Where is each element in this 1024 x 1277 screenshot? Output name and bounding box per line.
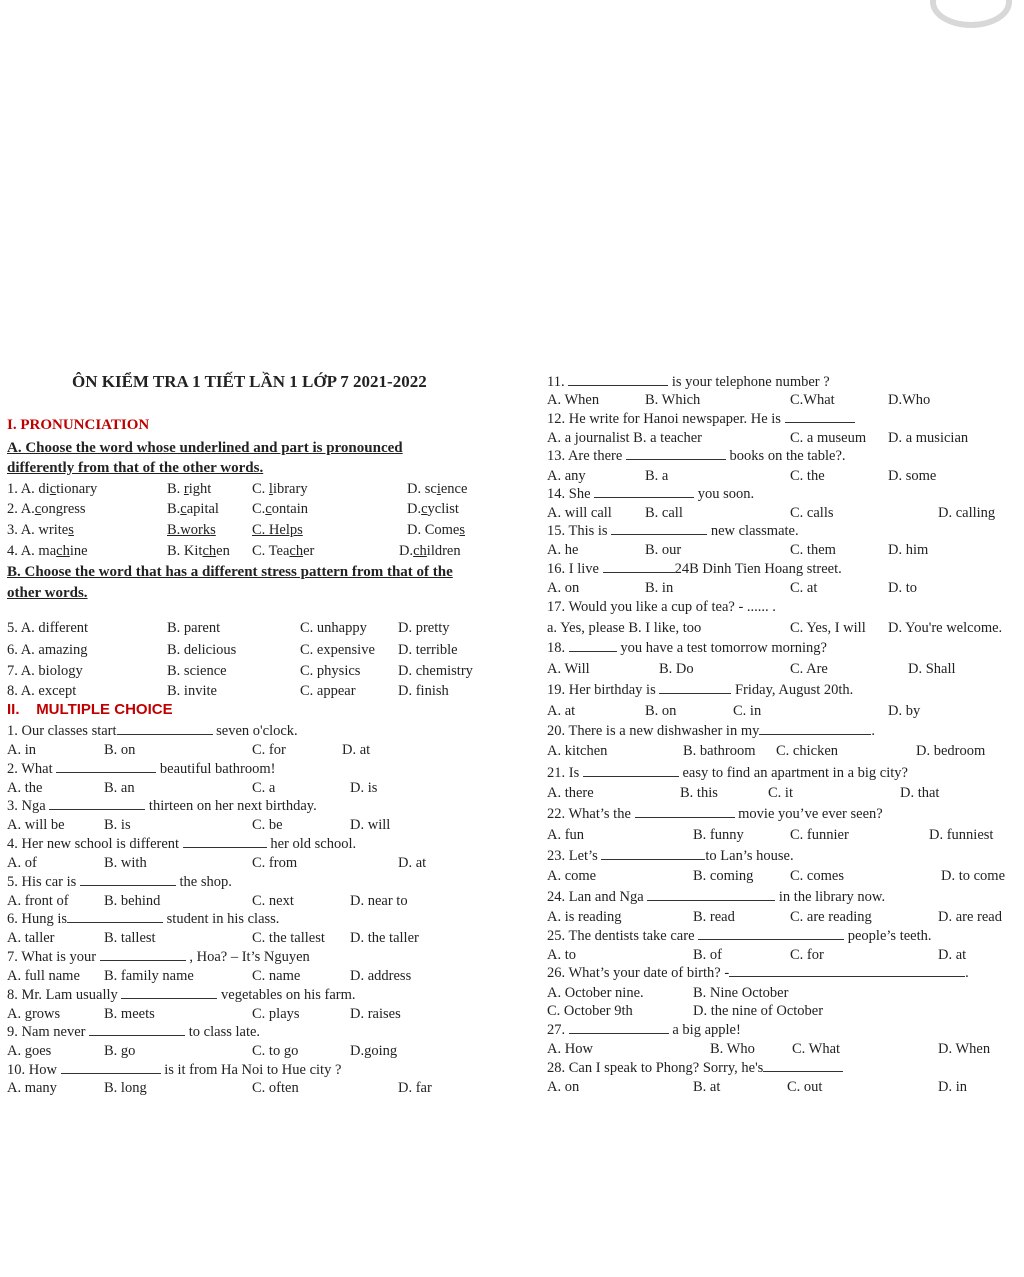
mc-q1-d: D. at [342,742,371,758]
mc-q19-b: B. on [645,703,677,719]
stress-q7-c: C. physics [300,663,361,679]
mc-q14-b: B. call [645,505,683,521]
mc-q21-d: D. that [900,785,940,801]
mc-q28-a: A. on [547,1079,580,1095]
pron-q2-d: D.cyclist [407,501,459,517]
mc-q3-a: A. will be [7,817,65,833]
stress-q5-c: C. unhappy [300,620,367,636]
mc-q15-a: A. he [547,542,579,558]
mc-q19-d: D. by [888,703,921,719]
mc-q10-a: A. many [7,1080,57,1096]
part-a-instruction: A. Choose the word whose underlined and part is pronounced [7,440,403,456]
mc-q26-c: C. October 9th [547,1003,633,1019]
mc-q2-c: C. a [252,780,276,796]
mc-q12: 12. He write for Hanoi newspaper. He is [547,410,855,428]
mc-q3-c: C. be [252,817,283,833]
stress-q6-d: D. terrible [398,642,458,658]
mc-q11-c: C.What [790,392,835,408]
mc-q20-c: C. chicken [776,743,839,759]
mc-q12-d: D. a musician [888,430,969,446]
mc-q4: 4. Her new school is different her old school. [7,836,357,852]
mc-q23-d: D. to come [941,868,1006,884]
mc-q10-c: C. often [252,1080,299,1096]
mc-q7-b: B. family name [104,968,194,984]
mc-q2: 2. What beautiful bathroom! [7,761,276,777]
mc-q3: 3. Nga thirteen on her next birthday. [7,798,317,814]
mc-q22-c: C. funnier [790,827,849,843]
stress-q5-b: B. parent [167,620,221,636]
mc-q23-c: C. comes [790,868,844,884]
mc-q11: 11. is your telephone number ? [547,374,830,390]
mc-q23: 23. Let’s to Lan’s house. [547,848,794,864]
mc-q27-a: A. How [547,1041,593,1057]
mc-q13-a: A. any [547,468,586,484]
mc-q4-b: B. with [104,855,147,871]
mc-q19: 19. Her birthday is Friday, August 20th. [547,682,854,698]
mc-q16-d: D. to [888,580,917,596]
mc-q7: 7. What is your , Hoa? – It’s Nguyen [7,949,310,965]
mc-q25-d: D. at [938,947,967,963]
mc-q20: 20. There is a new dishwasher in my . [547,723,875,739]
mc-q13-b: B. a [645,468,669,484]
pron-q3-c: C. Helps [252,522,303,538]
mc-q16-c: C. at [790,580,818,596]
mc-q28-b: B. at [693,1079,721,1095]
mc-q24-b: B. read [693,909,735,925]
mc-q11-d: D.Who [888,392,931,408]
section-pronunciation-heading: I. PRONUNCIATION [7,417,150,433]
mc-q13-c: C. the [790,468,825,484]
pron-q1-c: C. library [252,481,308,497]
mc-q27-d: D. When [938,1041,991,1057]
mc-q27-c: C. What [792,1041,841,1057]
stress-q7-a: 7. A. biology [7,663,83,679]
mc-q15-b: B. our [645,542,682,558]
mc-q20-b: B. bathroom [683,743,756,759]
mc-q5-b: B. behind [104,893,161,909]
mc-q6-d: D. the taller [350,930,419,946]
mc-q25: 25. The dentists take care people’s teeth. [547,928,932,944]
mc-q20-d: D. bedroom [916,743,986,759]
mc-q23-a: A. come [547,868,597,884]
mc-q1-c: C. for [252,742,286,758]
mc-q18-d: D. Shall [908,661,956,677]
mc-q25-c: C. for [790,947,824,963]
mc-q14-c: C. calls [790,505,834,521]
mc-q12-a: A. a journalist B. a teacher [547,430,703,446]
mc-q24-d: D. are read [938,909,1002,925]
mc-q21-a: A. there [547,785,594,801]
mc-q10-d: D. far [398,1080,432,1096]
mc-q22-d: D. funniest [929,827,994,843]
mc-q22-a: A. fun [547,827,585,843]
mc-q6: 6. Hung is student in his class. [7,911,280,927]
mc-q27: 27. a big apple! [547,1022,741,1038]
pron-q3-b: B.works [167,522,216,538]
mc-q25-b: B. of [693,947,722,963]
mc-q9-c: C. to go [252,1043,299,1059]
mc-q16: 16. I live 24B Dinh Tien Hoang street. [547,561,842,577]
mc-q28-c: C. out [787,1079,823,1095]
pron-q1-b: B. right [167,481,212,497]
mc-q12-c: C. a museum [790,430,867,446]
mc-q21: 21. Is easy to find an apartment in a big city? [547,765,908,781]
mc-q7-a: A. full name [7,968,80,984]
mc-q1-a: A. in [7,742,36,758]
pron-q2-c: C.contain [252,501,308,517]
mc-q4-d: D. at [398,855,427,871]
mc-q6-a: A. taller [7,930,55,946]
stress-q5-d: D. pretty [398,620,450,636]
mc-q8-a: A. grows [7,1006,61,1022]
mc-q14-a: A. will call [547,505,612,521]
mc-q28: 28. Can I speak to Phong? Sorry, he's [547,1059,843,1077]
mc-q9-a: A. goes [7,1043,52,1059]
mc-q13: 13. Are there books on the table?. [547,448,846,464]
pron-q4-b: B. Kitchen [167,543,230,559]
mc-q10: 10. How is it from Ha Noi to Hue city ? [7,1062,342,1078]
mc-q17-c: C. Yes, I will [790,620,866,636]
pron-q2-a: 2. A.congress [7,501,86,517]
mc-q1-b: B. on [104,742,136,758]
mc-q3-b: B. is [104,817,131,833]
page-title: ÔN KIỂM TRA 1 TIẾT LẦN 1 LỚP 7 2021-2022 [72,372,427,391]
mc-q11-b: B. Which [645,392,701,408]
mc-q7-d: D. address [350,968,412,984]
mc-q28-d: D. in [938,1079,967,1095]
pron-q4-c: C. Teacher [252,543,315,559]
mc-q23-b: B. coming [693,868,754,884]
mc-q21-b: B. this [680,785,718,801]
mc-q2-b: B. an [104,780,135,796]
mc-q20-a: A. kitchen [547,743,608,759]
mc-q26-d: D. the nine of October [693,1003,824,1019]
stress-q6-b: B. delicious [167,642,237,658]
mc-q26-b: B. Nine October [693,985,789,1001]
mc-q9-d: D.going [350,1043,398,1059]
mc-q8-b: B. meets [104,1006,155,1022]
mc-q19-a: A. at [547,703,576,719]
mc-q17-d: D. You're welcome. [888,620,1003,636]
pron-q1-d: D. science [407,481,468,497]
mc-q14: 14. She you soon. [547,486,755,502]
mc-q8: 8. Mr. Lam usually vegetables on his farm. [7,987,356,1003]
mc-q22: 22. What’s the movie you’ve ever seen? [547,806,883,822]
mc-q6-b: B. tallest [104,930,156,946]
mc-q21-c: C. it [768,785,793,801]
mc-q25-a: A. to [547,947,576,963]
mc-q24-a: A. is reading [547,909,622,925]
mc-q17-a: a. Yes, please B. I like, too [547,620,702,636]
section-multiple-choice-heading: II. MULTIPLE CHOICE [7,701,173,718]
mc-q2-a: A. the [7,780,43,796]
mc-q26: 26. What’s your date of birth? - . [547,965,969,981]
mc-q16-a: A. on [547,580,580,596]
mc-q27-b: B. Who [710,1041,755,1057]
mc-q26-a: A. October nine. [547,985,644,1001]
mc-q8-c: C. plays [252,1006,300,1022]
pron-q2-b: B.capital [167,501,219,517]
mc-q3-d: D. will [350,817,391,833]
mc-q15: 15. This is new classmate. [547,523,799,539]
pron-q4-d: D.children [399,543,461,559]
mc-q8-d: D. raises [350,1006,401,1022]
mc-q18-a: A. Will [547,661,590,677]
pron-q3-d: D. Comes [407,522,466,538]
pron-q1-a: 1. A. dictionary [7,481,98,497]
mc-q22-b: B. funny [693,827,744,843]
part-b-instruction: B. Choose the word that has a different stress pattern from that of the [7,564,453,580]
mc-q24-c: C. are reading [790,909,872,925]
stress-q7-b: B. science [167,663,227,679]
mc-q15-c: C. them [790,542,836,558]
mc-q5-d: D. near to [350,893,408,909]
mc-q4-c: C. from [252,855,298,871]
mc-q18: 18. you have a test tomorrow morning? [547,640,827,656]
mc-q24: 24. Lan and Nga in the library now. [547,889,886,905]
stress-q8-c: C. appear [300,683,356,699]
stress-q8-b: B. invite [167,683,217,699]
mc-q13-d: D. some [888,468,937,484]
mc-q2-d: D. is [350,780,378,796]
mc-q4-a: A. of [7,855,37,871]
stress-q5-a: 5. A. different [7,620,89,636]
mc-q10-b: B. long [104,1080,147,1096]
mc-q11-a: A. When [547,392,600,408]
stress-q8-d: D. finish [398,683,449,699]
mc-q16-b: B. in [645,580,674,596]
mc-q7-c: C. name [252,968,301,984]
mc-q9: 9. Nam never to class late. [7,1024,261,1040]
mc-q5: 5. His car is the shop. [7,874,232,890]
mc-q19-c: C. in [733,703,762,719]
mc-q1: 1. Our classes start seven o'clock. [7,723,298,739]
mc-q5-c: C. next [252,893,294,909]
mc-q14-d: D. calling [938,505,996,521]
stress-q6-a: 6. A. amazing [7,642,88,658]
mc-q5-a: A. front of [7,893,69,909]
mc-q17: 17. Would you like a cup of tea? - ...... . [547,599,776,615]
mc-q18-b: B. Do [659,661,694,677]
stress-q6-c: C. expensive [300,642,375,658]
stress-q8-a: 8. A. except [7,683,77,699]
part-a-instruction-cont: differently from that of the other words. [7,460,264,476]
corner-decoration [930,0,1012,28]
stress-q7-d: D. chemistry [398,663,473,679]
mc-q18-c: C. Are [790,661,828,677]
pron-q4-a: 4. A. machine [7,543,88,559]
pron-q3-a: 3. A. writes [7,522,74,538]
part-b-instruction-cont: other words. [7,585,88,601]
mc-q6-c: C. the tallest [252,930,325,946]
mc-q15-d: D. him [888,542,929,558]
mc-q9-b: B. go [104,1043,136,1059]
